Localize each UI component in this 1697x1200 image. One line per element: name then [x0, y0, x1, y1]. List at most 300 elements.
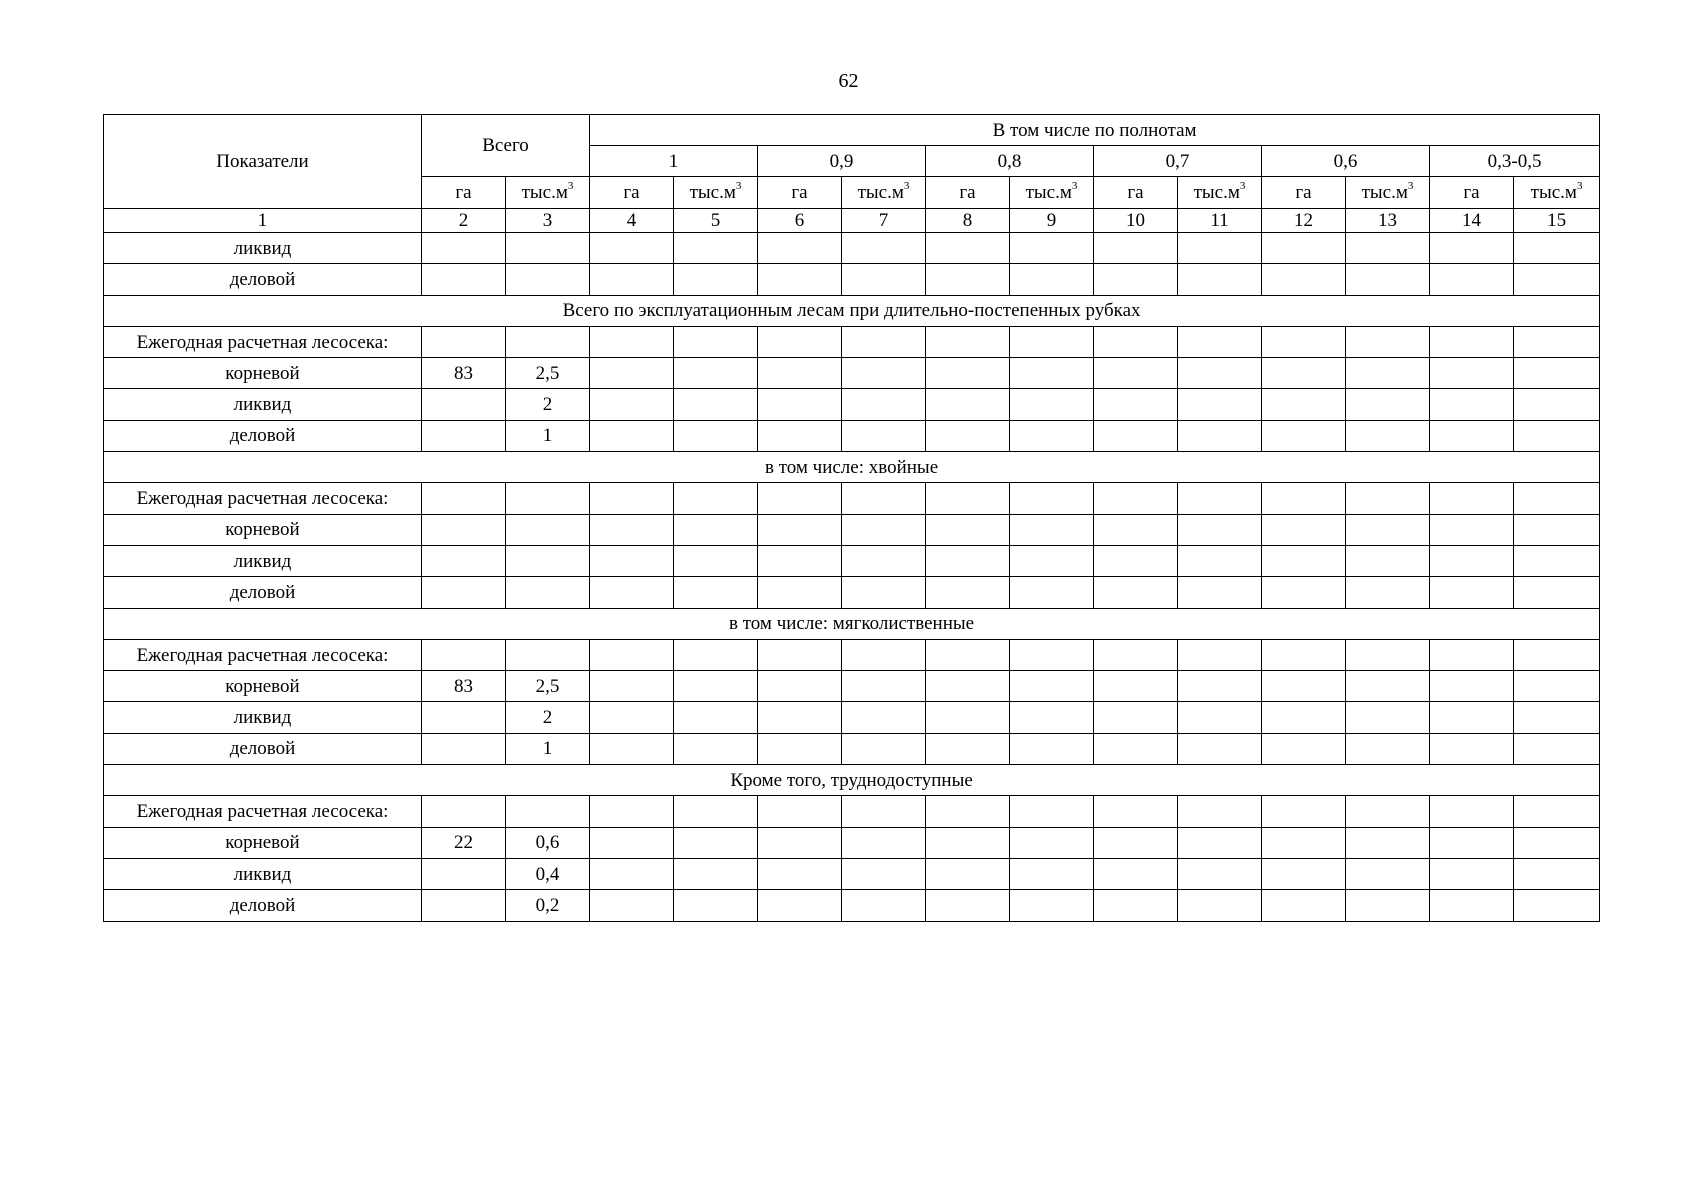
- cell-empty: [590, 639, 674, 670]
- table-row: [104, 827, 1600, 858]
- cell-empty: [1010, 858, 1094, 889]
- cell-empty: [926, 326, 1010, 357]
- cell-empty: [1346, 326, 1430, 357]
- unit-volume: [1514, 177, 1600, 209]
- cell-empty: [1094, 702, 1178, 733]
- cell-empty: [1346, 264, 1430, 295]
- cell-total-volume: [506, 796, 590, 827]
- unit-volume-exponent: 3: [1239, 179, 1246, 192]
- unit-volume: [1010, 177, 1094, 209]
- cell-total-volume: 0,2: [506, 890, 590, 921]
- cell-empty: [1514, 358, 1600, 389]
- unit-volume-text: тыс.м: [1361, 182, 1408, 203]
- cell-empty: [1010, 671, 1094, 702]
- section-title: Всего по эксплуатационным лесам при длительно-постепенных рубках: [104, 295, 1600, 326]
- cell-empty: [1430, 483, 1514, 514]
- cell-empty: [1262, 358, 1346, 389]
- unit-volume-text: тыс.м: [689, 182, 736, 203]
- column-number: 3: [506, 209, 590, 233]
- cell-empty: [1010, 514, 1094, 545]
- cell-empty: [1262, 514, 1346, 545]
- cell-empty: [1178, 639, 1262, 670]
- density-header: 0,7: [1094, 146, 1262, 177]
- cell-empty: [926, 827, 1010, 858]
- cell-empty: [758, 671, 842, 702]
- cell-empty: [590, 264, 674, 295]
- cell-total-ha: [422, 639, 506, 670]
- cell-empty: [758, 702, 842, 733]
- table-row: [104, 702, 1600, 733]
- cell-total-ha: [422, 796, 506, 827]
- cell-empty: [1262, 483, 1346, 514]
- cell-empty: [758, 233, 842, 264]
- cell-empty: [1010, 483, 1094, 514]
- cell-empty: [842, 671, 926, 702]
- cell-empty: [1010, 389, 1094, 420]
- cell-empty: [1514, 890, 1600, 921]
- column-number: 5: [674, 209, 758, 233]
- cell-empty: [1346, 358, 1430, 389]
- cell-empty: [590, 389, 674, 420]
- cell-empty: [1346, 389, 1430, 420]
- cell-total-volume: [506, 483, 590, 514]
- cell-empty: [1178, 545, 1262, 576]
- cell-empty: [926, 514, 1010, 545]
- cell-empty: [926, 796, 1010, 827]
- unit-volume-exponent: 3: [567, 179, 574, 192]
- cell-empty: [1094, 420, 1178, 451]
- cell-empty: [1514, 389, 1600, 420]
- cell-empty: [1094, 545, 1178, 576]
- cell-empty: [758, 389, 842, 420]
- cell-empty: [1430, 796, 1514, 827]
- cell-empty: [1346, 827, 1430, 858]
- cell-empty: [674, 483, 758, 514]
- cell-empty: [1430, 420, 1514, 451]
- cell-empty: [1346, 796, 1430, 827]
- cell-empty: [674, 671, 758, 702]
- cell-total-ha: 83: [422, 358, 506, 389]
- cell-empty: [758, 890, 842, 921]
- density-header: 0,8: [926, 146, 1094, 177]
- cell-empty: [1010, 702, 1094, 733]
- row-label: Ежегодная расчетная лесосека:: [104, 639, 422, 670]
- column-number: 2: [422, 209, 506, 233]
- cell-empty: [1430, 577, 1514, 608]
- cell-empty: [758, 264, 842, 295]
- cell-empty: [1178, 326, 1262, 357]
- table-row: [104, 358, 1600, 389]
- table-row: [104, 514, 1600, 545]
- cell-empty: [758, 483, 842, 514]
- column-number: 7: [842, 209, 926, 233]
- cell-total-volume: [506, 577, 590, 608]
- cell-empty: [1178, 420, 1262, 451]
- cell-empty: [590, 577, 674, 608]
- cell-empty: [1178, 858, 1262, 889]
- cell-total-volume: 2,5: [506, 671, 590, 702]
- density-header: 0,6: [1262, 146, 1430, 177]
- table-row: [104, 326, 1600, 357]
- cell-total-volume: [506, 326, 590, 357]
- cell-empty: [842, 358, 926, 389]
- cell-empty: [1094, 733, 1178, 764]
- cell-empty: [1094, 890, 1178, 921]
- cell-empty: [1346, 420, 1430, 451]
- cell-empty: [1262, 671, 1346, 702]
- cell-total-ha: [422, 577, 506, 608]
- cell-total-ha: [422, 890, 506, 921]
- cell-empty: [1430, 233, 1514, 264]
- cell-empty: [1010, 358, 1094, 389]
- cell-empty: [1514, 326, 1600, 357]
- cell-empty: [1262, 702, 1346, 733]
- cell-empty: [1514, 671, 1600, 702]
- row-label: корневой: [104, 671, 422, 702]
- cell-empty: [1178, 733, 1262, 764]
- cell-empty: [590, 545, 674, 576]
- cell-empty: [1010, 420, 1094, 451]
- table-row: [104, 545, 1600, 576]
- cell-empty: [926, 389, 1010, 420]
- cell-empty: [674, 702, 758, 733]
- cell-empty: [1430, 514, 1514, 545]
- cell-empty: [1094, 358, 1178, 389]
- cell-empty: [1178, 890, 1262, 921]
- cell-empty: [842, 264, 926, 295]
- cell-total-volume: 0,4: [506, 858, 590, 889]
- cell-empty: [590, 671, 674, 702]
- cell-empty: [926, 420, 1010, 451]
- density-header: 0,3-0,5: [1430, 146, 1600, 177]
- cell-empty: [1514, 233, 1600, 264]
- cell-empty: [1094, 671, 1178, 702]
- cell-empty: [674, 233, 758, 264]
- table-row: [104, 577, 1600, 608]
- cell-empty: [674, 639, 758, 670]
- cell-empty: [1430, 639, 1514, 670]
- unit-volume-text: тыс.м: [857, 182, 904, 203]
- row-label: ликвид: [104, 545, 422, 576]
- unit-volume-exponent: 3: [1576, 179, 1583, 192]
- cell-empty: [1346, 733, 1430, 764]
- cell-empty: [674, 577, 758, 608]
- density-header: 0,9: [758, 146, 926, 177]
- cell-empty: [758, 358, 842, 389]
- unit-volume-text: тыс.м: [1025, 182, 1072, 203]
- cell-empty: [674, 827, 758, 858]
- cell-empty: [1346, 577, 1430, 608]
- row-label: Ежегодная расчетная лесосека:: [104, 796, 422, 827]
- cell-empty: [842, 389, 926, 420]
- cell-total-volume: [506, 545, 590, 576]
- cell-empty: [758, 858, 842, 889]
- cell-empty: [1346, 890, 1430, 921]
- cell-empty: [1262, 264, 1346, 295]
- cell-empty: [926, 233, 1010, 264]
- column-number: 6: [758, 209, 842, 233]
- column-number: 8: [926, 209, 1010, 233]
- cell-empty: [842, 702, 926, 733]
- cell-total-volume: 2,5: [506, 358, 590, 389]
- cell-empty: [1514, 733, 1600, 764]
- cell-total-ha: [422, 733, 506, 764]
- cell-empty: [1346, 545, 1430, 576]
- cell-empty: [1430, 545, 1514, 576]
- cell-empty: [1430, 827, 1514, 858]
- cell-empty: [674, 326, 758, 357]
- table-row: [104, 890, 1600, 921]
- cell-empty: [1178, 233, 1262, 264]
- column-number: 11: [1178, 209, 1262, 233]
- cell-empty: [1178, 796, 1262, 827]
- row-label: Ежегодная расчетная лесосека:: [104, 326, 422, 357]
- cell-empty: [1430, 389, 1514, 420]
- cell-empty: [842, 827, 926, 858]
- unit-volume: [1346, 177, 1430, 209]
- column-number: 9: [1010, 209, 1094, 233]
- unit-ha: га: [590, 177, 674, 209]
- cell-empty: [1262, 577, 1346, 608]
- column-number: 4: [590, 209, 674, 233]
- cell-empty: [926, 702, 1010, 733]
- cell-total-volume: 1: [506, 420, 590, 451]
- cell-empty: [1430, 733, 1514, 764]
- unit-ha: га: [422, 177, 506, 209]
- cell-total-volume: 2: [506, 389, 590, 420]
- cell-empty: [674, 358, 758, 389]
- cell-empty: [1094, 827, 1178, 858]
- row-label: ликвид: [104, 233, 422, 264]
- cell-empty: [590, 514, 674, 545]
- cell-empty: [926, 577, 1010, 608]
- cell-empty: [758, 577, 842, 608]
- table-row: [104, 733, 1600, 764]
- cell-total-ha: [422, 389, 506, 420]
- header-by-density: В том числе по полнотам: [590, 115, 1600, 146]
- unit-volume-exponent: 3: [1407, 179, 1414, 192]
- cell-empty: [1430, 264, 1514, 295]
- cell-empty: [674, 733, 758, 764]
- cell-empty: [926, 890, 1010, 921]
- cell-empty: [1094, 264, 1178, 295]
- cell-total-ha: [422, 545, 506, 576]
- cell-empty: [1430, 671, 1514, 702]
- cell-empty: [1094, 639, 1178, 670]
- cell-empty: [1514, 420, 1600, 451]
- cell-total-volume: [506, 639, 590, 670]
- cell-empty: [1262, 420, 1346, 451]
- cell-empty: [1514, 483, 1600, 514]
- cell-empty: [1178, 702, 1262, 733]
- cell-empty: [1430, 702, 1514, 733]
- column-number: 1: [104, 209, 422, 233]
- cell-empty: [1514, 639, 1600, 670]
- cell-empty: [758, 733, 842, 764]
- table-row: [104, 483, 1600, 514]
- column-number: 14: [1430, 209, 1514, 233]
- cell-empty: [758, 326, 842, 357]
- cell-empty: [842, 514, 926, 545]
- unit-volume: [1178, 177, 1262, 209]
- section-row: [104, 608, 1600, 639]
- cell-empty: [590, 233, 674, 264]
- column-number: 10: [1094, 209, 1178, 233]
- unit-volume: [842, 177, 926, 209]
- cell-empty: [842, 796, 926, 827]
- cell-empty: [842, 858, 926, 889]
- cell-empty: [1094, 233, 1178, 264]
- cell-empty: [590, 827, 674, 858]
- page-number: 62: [838, 70, 859, 92]
- cell-empty: [1346, 514, 1430, 545]
- cell-total-ha: [422, 858, 506, 889]
- row-label: Ежегодная расчетная лесосека:: [104, 483, 422, 514]
- density-header: 1: [590, 146, 758, 177]
- cell-empty: [1514, 858, 1600, 889]
- cell-empty: [1346, 483, 1430, 514]
- cell-empty: [1178, 389, 1262, 420]
- cell-empty: [1262, 233, 1346, 264]
- cell-empty: [926, 733, 1010, 764]
- cell-empty: [842, 733, 926, 764]
- cell-empty: [926, 358, 1010, 389]
- cell-empty: [1178, 264, 1262, 295]
- section-title: в том числе: хвойные: [104, 452, 1600, 483]
- unit-ha: га: [1094, 177, 1178, 209]
- cell-empty: [758, 796, 842, 827]
- cell-empty: [1010, 733, 1094, 764]
- cell-total-ha: 83: [422, 671, 506, 702]
- cell-empty: [1514, 796, 1600, 827]
- cell-empty: [1262, 796, 1346, 827]
- cell-empty: [842, 233, 926, 264]
- unit-volume: [506, 177, 590, 209]
- cell-empty: [1010, 577, 1094, 608]
- cell-total-volume: [506, 514, 590, 545]
- cell-empty: [674, 858, 758, 889]
- unit-volume-text: тыс.м: [1193, 182, 1240, 203]
- cell-empty: [1010, 545, 1094, 576]
- cell-total-ha: [422, 514, 506, 545]
- row-label: деловой: [104, 890, 422, 921]
- cell-empty: [1094, 577, 1178, 608]
- cell-total-ha: [422, 233, 506, 264]
- cell-empty: [590, 733, 674, 764]
- unit-ha: га: [926, 177, 1010, 209]
- cell-empty: [842, 483, 926, 514]
- section-row: [104, 765, 1600, 796]
- column-number: 13: [1346, 209, 1430, 233]
- section-title: в том числе: мягколиственные: [104, 608, 1600, 639]
- row-label: корневой: [104, 514, 422, 545]
- unit-volume-exponent: 3: [735, 179, 742, 192]
- cell-empty: [926, 264, 1010, 295]
- cell-empty: [1514, 514, 1600, 545]
- cell-empty: [1010, 639, 1094, 670]
- unit-volume-text: тыс.м: [1530, 182, 1577, 203]
- cell-empty: [758, 514, 842, 545]
- unit-ha: га: [758, 177, 842, 209]
- cell-empty: [1178, 514, 1262, 545]
- row-label: ликвид: [104, 389, 422, 420]
- cell-empty: [1346, 671, 1430, 702]
- cell-empty: [1010, 326, 1094, 357]
- unit-volume-exponent: 3: [1071, 179, 1078, 192]
- cell-empty: [758, 545, 842, 576]
- unit-volume-exponent: 3: [903, 179, 910, 192]
- cell-empty: [1514, 702, 1600, 733]
- unit-ha: га: [1430, 177, 1514, 209]
- unit-ha: га: [1262, 177, 1346, 209]
- cell-empty: [1262, 639, 1346, 670]
- header-indicators: Показатели: [104, 115, 422, 209]
- row-label: деловой: [104, 733, 422, 764]
- cell-total-ha: [422, 326, 506, 357]
- section-title: Кроме того, труднодоступные: [104, 765, 1600, 796]
- table-row: [104, 420, 1600, 451]
- unit-volume: [674, 177, 758, 209]
- table-row: [104, 639, 1600, 670]
- section-row: [104, 452, 1600, 483]
- cell-empty: [842, 545, 926, 576]
- table-row: [104, 233, 1600, 264]
- cell-empty: [674, 890, 758, 921]
- cell-empty: [1514, 545, 1600, 576]
- cell-empty: [1094, 483, 1178, 514]
- cell-empty: [1430, 890, 1514, 921]
- row-label: ликвид: [104, 702, 422, 733]
- cell-empty: [1430, 358, 1514, 389]
- cell-empty: [674, 389, 758, 420]
- column-number: 15: [1514, 209, 1600, 233]
- cell-empty: [674, 420, 758, 451]
- cell-empty: [674, 796, 758, 827]
- section-row: [104, 295, 1600, 326]
- row-label: деловой: [104, 264, 422, 295]
- cell-empty: [590, 326, 674, 357]
- cell-empty: [1094, 514, 1178, 545]
- cell-empty: [1010, 827, 1094, 858]
- cell-empty: [1514, 827, 1600, 858]
- cell-empty: [1346, 639, 1430, 670]
- cell-total-ha: [422, 264, 506, 295]
- cell-empty: [590, 483, 674, 514]
- cell-empty: [926, 671, 1010, 702]
- cell-total-ha: [422, 483, 506, 514]
- table-row: [104, 264, 1600, 295]
- cell-empty: [1094, 858, 1178, 889]
- cell-empty: [1094, 326, 1178, 357]
- cell-empty: [1262, 545, 1346, 576]
- cell-total-ha: [422, 420, 506, 451]
- cell-empty: [1010, 796, 1094, 827]
- row-label: деловой: [104, 577, 422, 608]
- cell-empty: [1178, 577, 1262, 608]
- cell-empty: [1346, 702, 1430, 733]
- row-label: ликвид: [104, 858, 422, 889]
- table-row: [104, 858, 1600, 889]
- table-row: [104, 389, 1600, 420]
- allowable-cut-table: [103, 114, 1600, 922]
- cell-empty: [590, 702, 674, 733]
- cell-empty: [842, 326, 926, 357]
- cell-empty: [1262, 389, 1346, 420]
- cell-empty: [1430, 326, 1514, 357]
- cell-total-volume: 1: [506, 733, 590, 764]
- cell-empty: [1346, 233, 1430, 264]
- cell-empty: [926, 483, 1010, 514]
